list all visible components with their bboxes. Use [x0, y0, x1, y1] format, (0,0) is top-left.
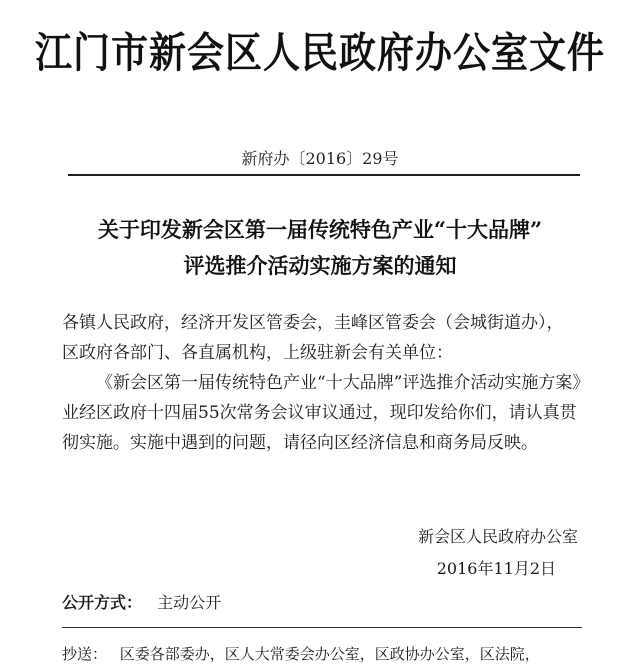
notice-title-line-1: 关于印发新会区第一届传统特色产业“十大品牌”: [97, 217, 543, 242]
cc-label: 抄送：: [62, 645, 108, 663]
disclosure-method: [62, 590, 221, 613]
notice-body: [62, 308, 582, 458]
issuer-title: 江门市新会区人民政府办公室文件: [35, 28, 605, 77]
body-paragraph: 《新会区第一届传统特色产业“十大品牌”评选推介活动实施方案》业经区政府十四届55次常务会议审议通过，现印发给你们，请认真贯彻实施。实施中遇到的问题，请径向区经济信息和商务局反映。: [62, 373, 581, 453]
disclosure-value: 主动公开: [157, 593, 222, 612]
signing-organization: 新会区人民政府办公室: [417, 527, 578, 546]
cc-recipients: 区委各部委办，区人大常委会办公室，区政协办公室，区法院，: [119, 645, 540, 663]
notice-title: [0, 212, 640, 284]
document-number: 新府办〔2016〕29号: [241, 149, 399, 168]
footer-divider: [62, 627, 582, 628]
recipients-line-1: 各镇人民政府，经济开发区管委会，圭峰区管委会（会城街道办），: [62, 313, 564, 333]
recipients-line-2: 区政府各部门、各直属机构，上级驻新会有关单位：: [62, 343, 453, 363]
disclosure-label: 公开方式：: [62, 593, 143, 612]
signing-date: 2016年11月2日: [436, 559, 556, 578]
header-divider: [68, 174, 580, 176]
notice-title-line-2: 评选推介活动实施方案的通知: [183, 253, 457, 278]
cc-line: [62, 643, 602, 664]
